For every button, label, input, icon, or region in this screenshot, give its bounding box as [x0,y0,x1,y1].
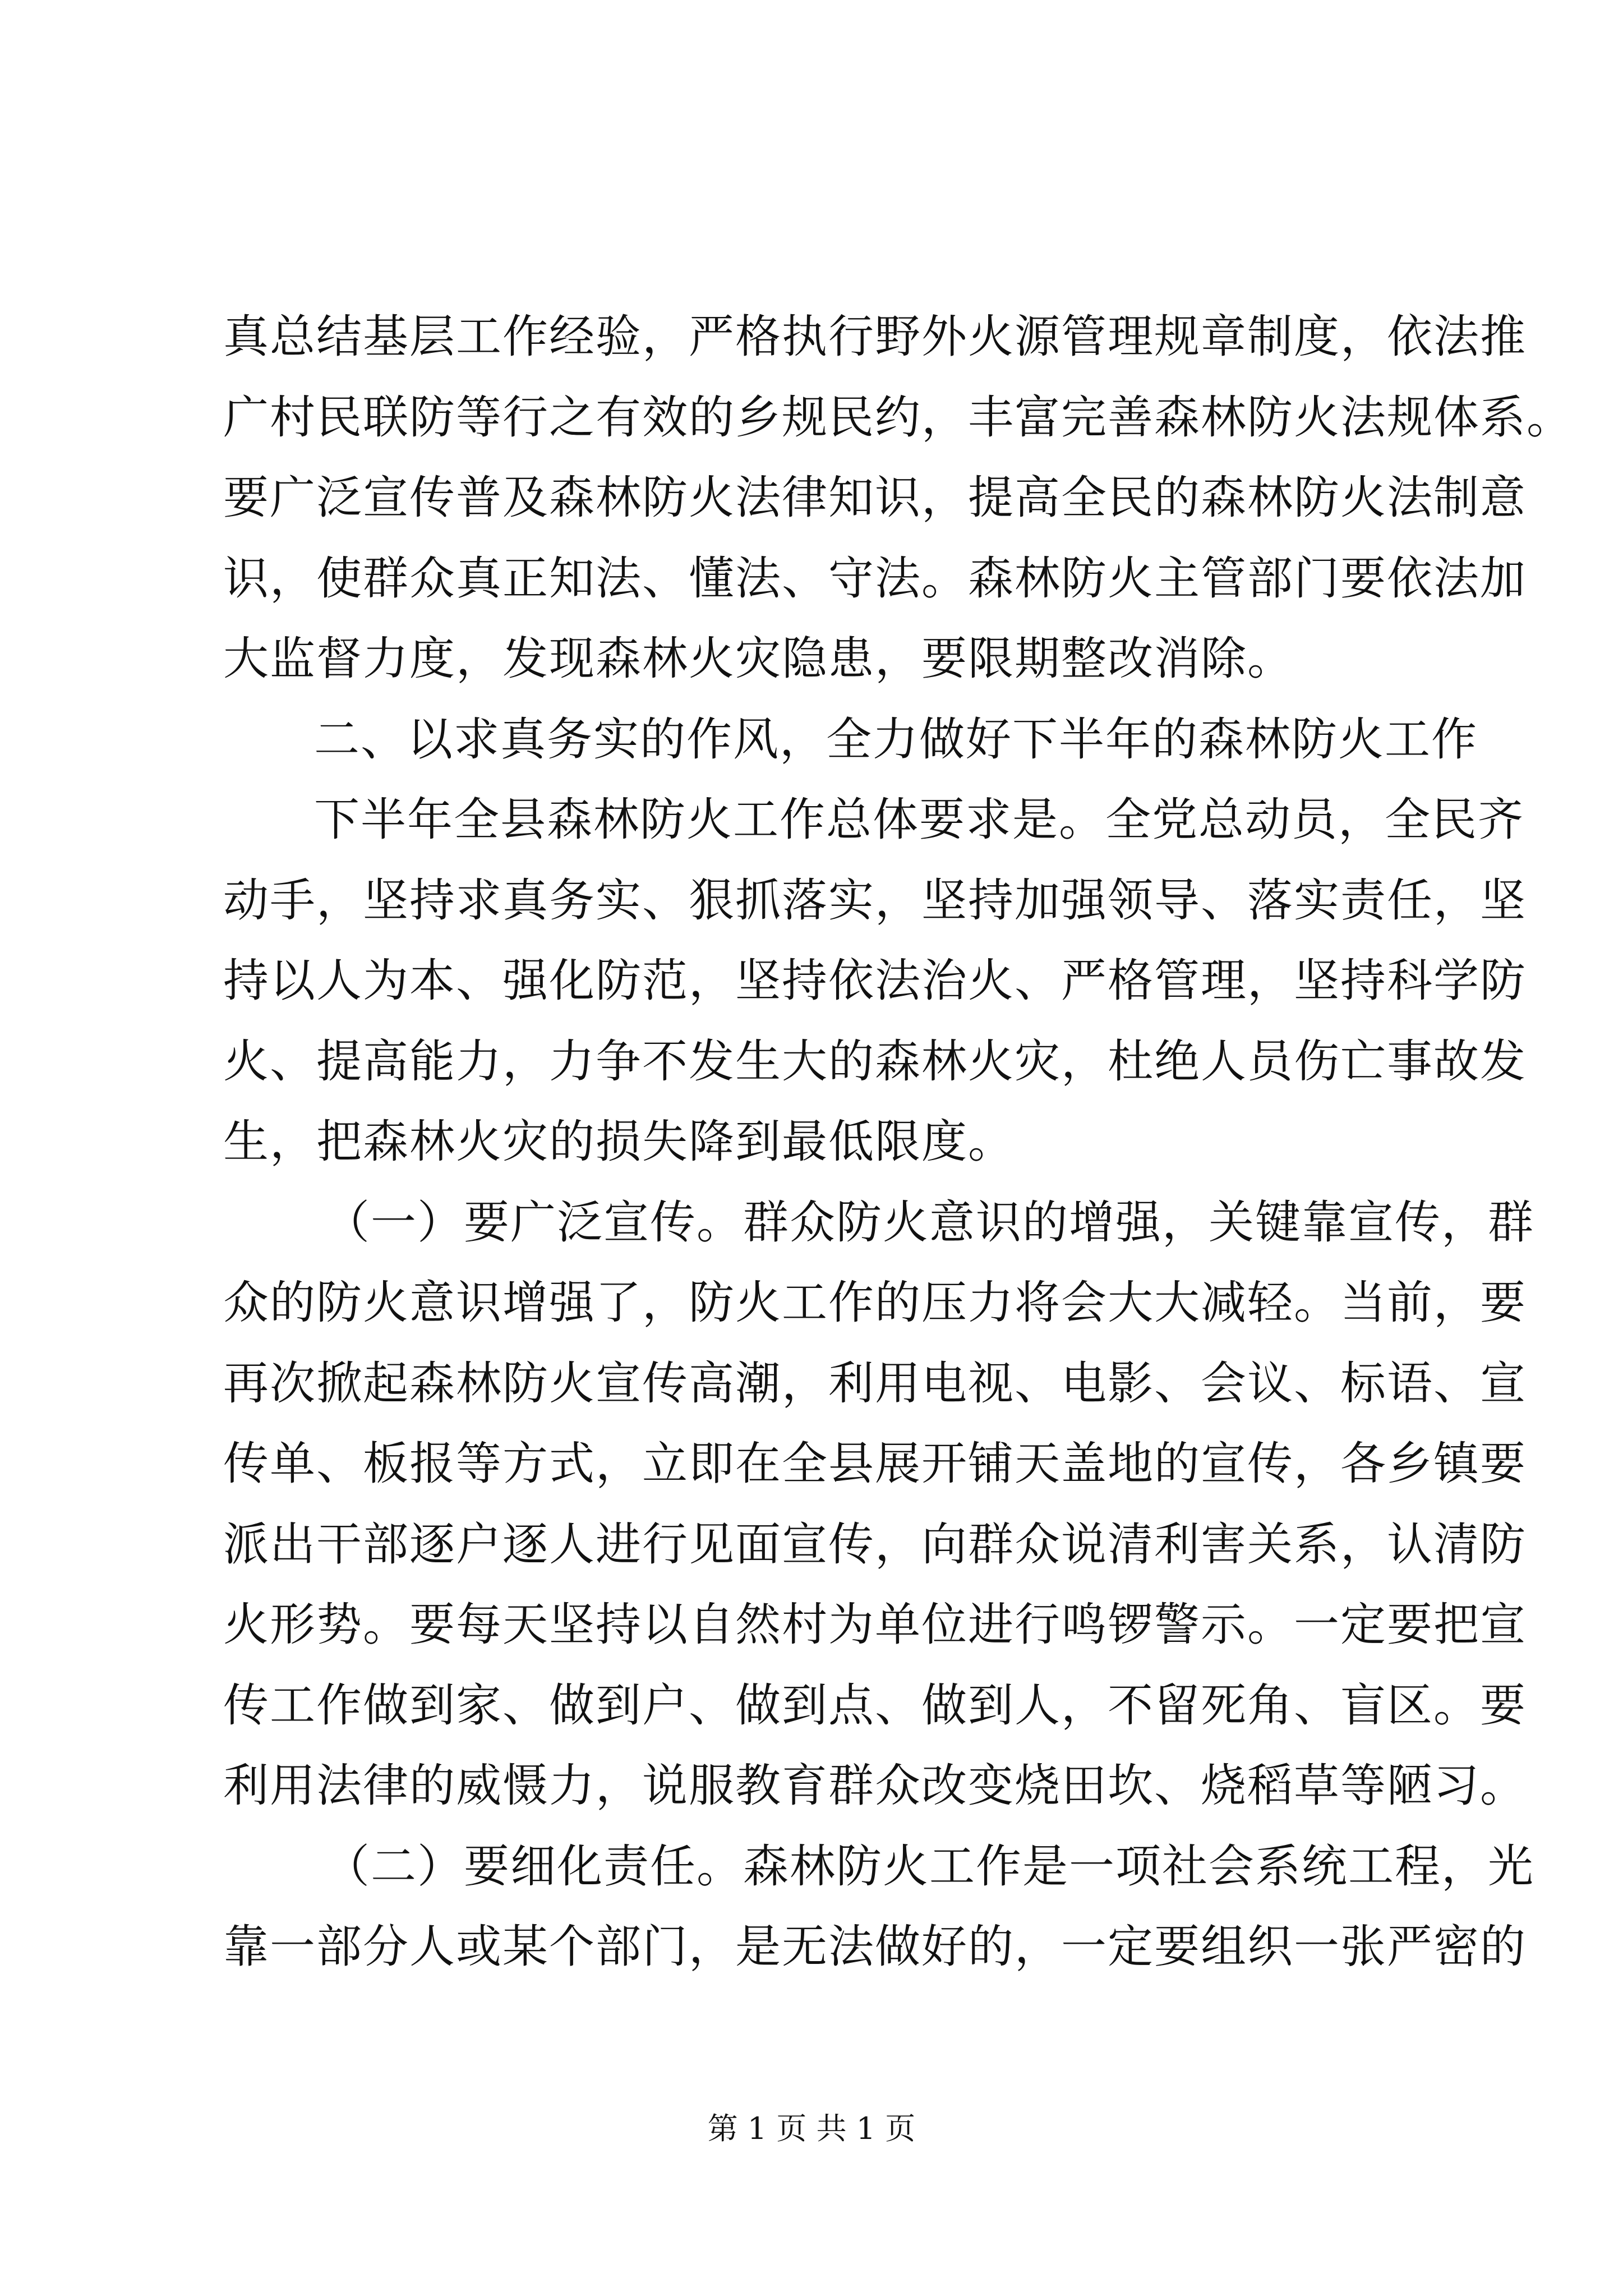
page-footer [0,2109,1623,2148]
text-line: 大监督力度，发现森林火灾隐患，要限期整改消除。 [223,633,1294,685]
text-line: 再次掀起森林防火宣传高潮，利用电视、电影、会议、标语、宣 [223,1357,1527,1410]
text-line: 靠一部分人或某个部门，是无法做好的，一定要组织一张严密的 [223,1921,1527,1973]
text-line: 传工作做到家、做到户、做到点、做到人，不留死角、盲区。要 [223,1679,1527,1732]
text-line: 火形势。要每天坚持以自然村为单位进行鸣锣警示。一定要把宣 [223,1599,1527,1651]
text-line: 识，使群众真正知法、懂法、守法。森林防火主管部门要依法加 [223,552,1527,605]
text-line: 要广泛宣传普及森林防火法律知识，提高全民的森林防火法制意 [223,472,1527,524]
document-body [223,297,1574,1988]
text-line: 持以人为本、强化防范，坚持依法治火、严格管理，坚持科学防 [223,955,1527,1007]
section-heading: 二、以求真务实的作风，全力做好下半年的森林防火工作 [314,713,1478,766]
text-line: 传单、板报等方式，立即在全县展开铺天盖地的宣传，各乡镇要 [223,1438,1527,1490]
page-number: 第 1 页 共 1 页 [707,2111,916,2146]
text-line: 广村民联防等行之有效的乡规民约，丰富完善森林防火法规体系。 [223,391,1574,444]
subsection-line: （二）要细化责任。森林防火工作是一项社会系统工程，光 [324,1840,1535,1893]
text-line: 利用法律的威慑力，说服教育群众改变烧田坎、烧稻草等陋习。 [223,1760,1527,1812]
text-line: 火、提高能力，力争不发生大的森林火灾，杜绝人员伤亡事故发 [223,1035,1527,1088]
text-line: 真总结基层工作经验，严格执行野外火源管理规章制度，依法推 [223,311,1527,364]
text-line: 生，把森林火灾的损失降到最低限度。 [223,1116,1015,1168]
text-line: 众的防火意识增强了，防火工作的压力将会大大减轻。当前，要 [223,1277,1527,1329]
text-line: 下半年全县森林防火工作总体要求是。全党总动员，全民齐 [314,794,1525,846]
text-line: 派出干部逐户逐人进行见面宣传，向群众说清利害关系，认清防 [223,1518,1527,1571]
text-line: 动手，坚持求真务实、狠抓落实，坚持加强领导、落实责任，坚 [223,874,1527,927]
subsection-line: （一）要广泛宣传。群众防火意识的增强，关键靠宣传，群 [324,1196,1535,1249]
